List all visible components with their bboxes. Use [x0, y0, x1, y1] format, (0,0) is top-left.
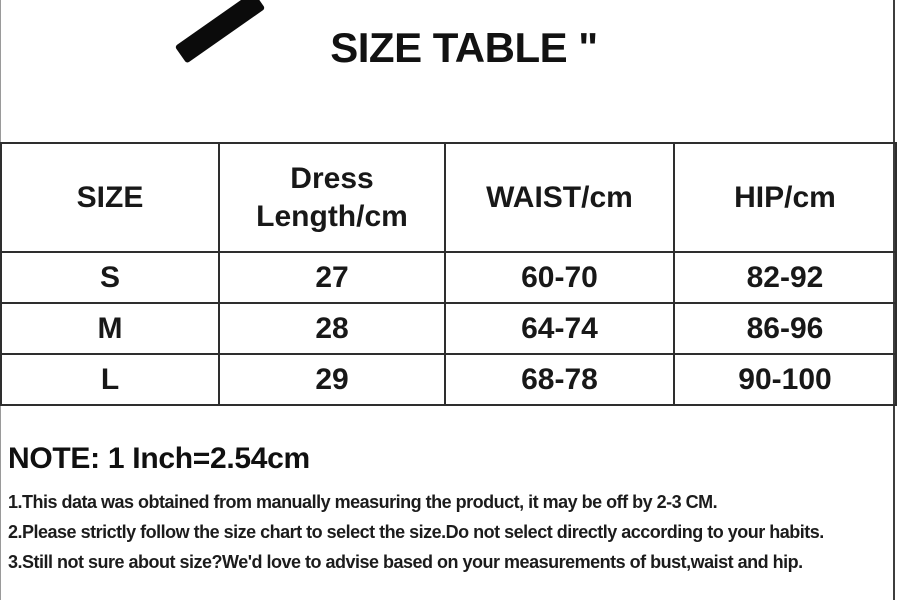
- note-item: 3.Still not sure about size?We'd love to advise based on your measurements of bust,waist and hip.: [8, 552, 803, 572]
- header-waist: WAIST/cm: [445, 143, 674, 252]
- size-cell: M: [1, 303, 219, 354]
- table-row-l: [1, 354, 896, 405]
- size-cell: L: [1, 354, 219, 405]
- page-title: SIZE TABLE ": [330, 24, 598, 71]
- note-item: 2.Please strictly follow the size chart to select the size.Do not select directly according to your habits.: [8, 522, 824, 542]
- header-dress-length: [219, 143, 445, 252]
- size-table-header-row: [1, 143, 896, 252]
- waist-cell: 60-70: [445, 252, 674, 303]
- hip-cell: 86-96: [674, 303, 896, 354]
- header-hip: HIP/cm: [674, 143, 896, 252]
- waist-cell: 68-78: [445, 354, 674, 405]
- notes-list: [8, 487, 892, 577]
- table-row-s: [1, 252, 896, 303]
- dress-length-cell: 29: [219, 354, 445, 405]
- size-cell: S: [1, 252, 219, 303]
- dress-length-cell: 28: [219, 303, 445, 354]
- dress-length-cell: 27: [219, 252, 445, 303]
- note-item: 1.This data was obtained from manually measuring the product, it may be off by 2-3 CM.: [8, 492, 718, 512]
- waist-cell: 64-74: [445, 303, 674, 354]
- table-row-m: [1, 303, 896, 354]
- hip-cell: 90-100: [674, 354, 896, 405]
- size-table: [0, 142, 897, 406]
- hip-cell: 82-92: [674, 252, 896, 303]
- header-dress-length-label: Dress Length/cm: [256, 162, 408, 233]
- note-heading: NOTE: 1 Inch=2.54cm: [8, 442, 310, 475]
- header-size: SIZE: [1, 143, 219, 252]
